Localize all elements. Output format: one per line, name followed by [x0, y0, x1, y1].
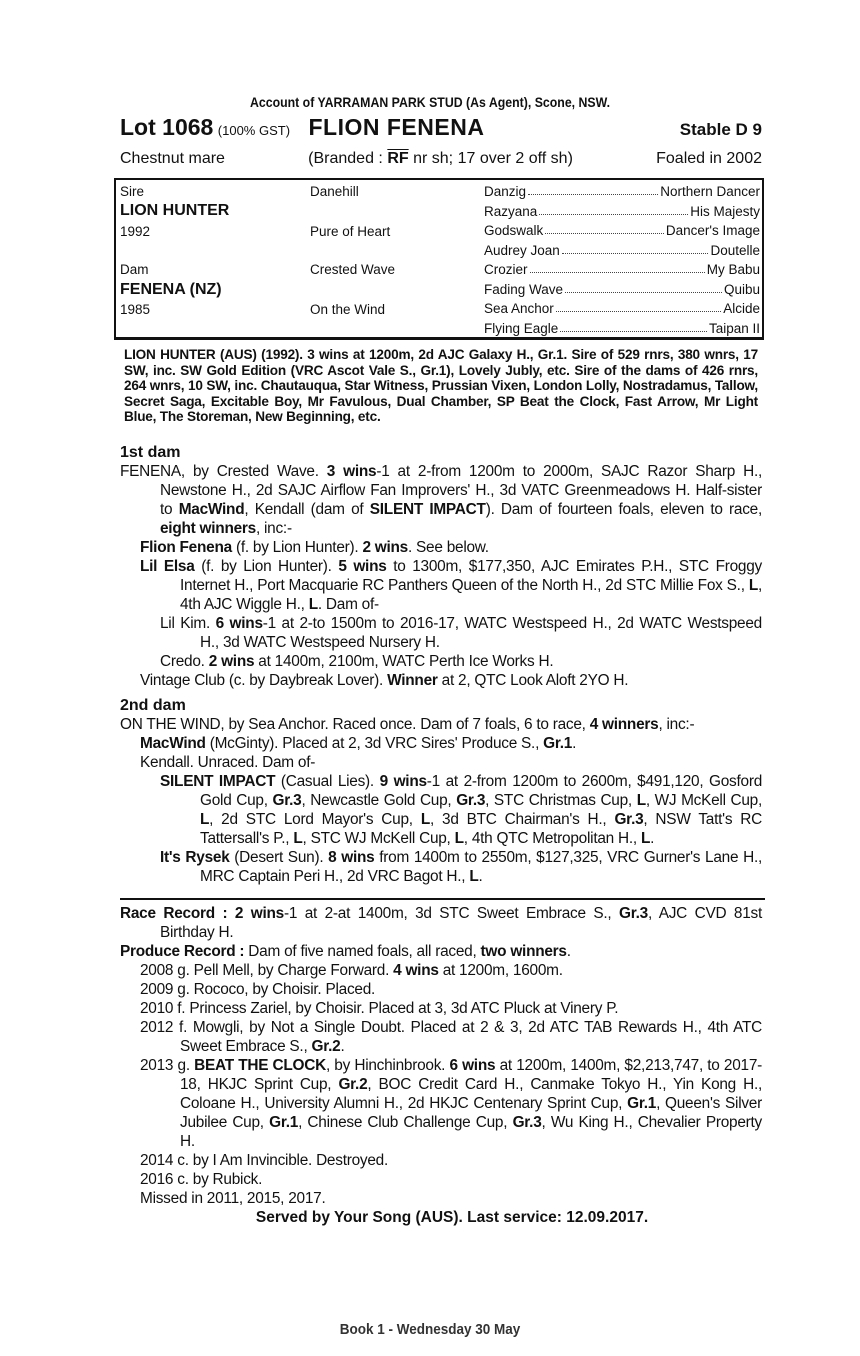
text: (f. by Lion Hunter). — [231, 538, 363, 556]
pedigree-ancestor-row — [484, 321, 760, 336]
bold-text: It's Rysek — [160, 848, 230, 866]
leader-dots — [528, 184, 658, 195]
leader-dots — [530, 262, 705, 273]
progeny-entry — [160, 772, 763, 848]
bold-text: L — [308, 595, 318, 613]
text: , 4th QTC Metropolitan H., — [463, 829, 641, 847]
text: , by Hinchinbrook. — [325, 1056, 450, 1074]
text: -1 at 2-from 1200m to 2600m, $491,120, Gosford Gold Cup, — [200, 772, 763, 809]
text: FENENA, by Crested Wave. — [120, 462, 327, 480]
second-dam-para — [120, 715, 762, 734]
bold-text: 4 winners — [589, 715, 659, 733]
divider — [120, 898, 765, 900]
first-dam-para — [120, 462, 762, 538]
text: 2008 g. Pell Mell, by Charge Forward. — [140, 961, 394, 979]
text: . — [572, 734, 577, 752]
first-dam-heading: 1st dam — [120, 443, 181, 461]
bold-text: Gr.3 — [512, 1113, 542, 1131]
text: . See below. — [407, 538, 489, 556]
produce-entry — [140, 980, 762, 999]
progeny-entry — [140, 538, 762, 557]
produce-record — [120, 942, 762, 961]
bold-text: 2 wins — [362, 538, 408, 556]
text: , WJ McKell Cup, — [645, 791, 763, 809]
text: Vintage Club (c. by Daybreak Lover). — [140, 671, 388, 689]
bold-text: Gr.3 — [456, 791, 486, 809]
bold-text: L — [636, 791, 646, 809]
ancestor-name: Crozier — [484, 262, 528, 277]
text: -1 at 2-from 1200m to 2000m, SAJC Razor Sharp H., Newstone H., 2d SAJC Airflow Fan Improvers' H., 3d VATC Greenmeadows H. Half-sister to — [160, 462, 762, 518]
leader-dots — [560, 321, 707, 332]
text: Lil Kim. — [160, 614, 216, 632]
text: (McGinty). Placed at 2, 3d VRC Sires' Produce S., — [205, 734, 544, 752]
bold-text: 6 wins — [449, 1056, 496, 1074]
text: , Queen's Silver Jubilee Cup, — [180, 1094, 762, 1131]
bold-text: Produce Record : — [120, 942, 245, 960]
bold-text: Gr.1 — [627, 1094, 657, 1112]
lot-number: Lot 1068 — [120, 114, 214, 140]
brand-prefix: (Branded : — [308, 150, 383, 167]
ancestor-sire: Dancer's Image — [665, 223, 760, 238]
bold-text: Gr.1 — [269, 1113, 299, 1131]
bold-text: L — [420, 810, 430, 828]
second-dam: On the Wind — [310, 302, 386, 317]
pedigree-ancestor-row — [484, 243, 760, 258]
pedigree-ancestor-row — [484, 262, 760, 277]
leader-dots — [556, 301, 721, 312]
bold-text: Gr.1 — [543, 734, 573, 752]
text: , Chinese Club Challenge Cup, — [298, 1113, 513, 1131]
bold-text: SILENT IMPACT — [160, 772, 276, 790]
damsire: Crested Wave — [310, 262, 396, 277]
progeny-entry — [140, 557, 762, 614]
ancestor-name: Flying Eagle — [484, 320, 559, 336]
text: 2009 g. Rococo, by Choisir. Placed. — [140, 980, 376, 998]
foaled-year: Foaled in 2002 — [656, 150, 762, 167]
text: , inc:- — [658, 715, 695, 733]
ancestor-name: Sea Anchor — [484, 301, 554, 316]
text: 2012 f. Mowgli, by Not a Single Doubt. Placed at 2 & 3, 2d ATC TAB Rewards H., 4th ATC Sweet Embrace S., — [140, 1018, 762, 1055]
text: , Kendall (dam of — [244, 500, 370, 518]
text: to 1300m, $177,350, AJC Emirates P.H., STC Froggy Internet H., Port Macquarie RC Panthers Queen of the North H., 2d STC Millie Fox S., — [180, 557, 762, 594]
text: . — [340, 1037, 345, 1055]
gst-note: (100% GST) — [217, 123, 291, 138]
ancestor-name: Razyana — [484, 203, 538, 219]
bold-text: Gr.3 — [272, 791, 302, 809]
bold-text: 8 wins — [328, 848, 375, 866]
produce-entry — [140, 999, 762, 1018]
horse-details — [120, 150, 762, 168]
produce-entry — [140, 1151, 762, 1170]
served-by: Served by Your Song (AUS). Last service: 12.09.2017. — [255, 1208, 649, 1226]
pedigree-ancestor-row — [484, 301, 760, 316]
brand — [308, 150, 573, 168]
bold-text: L — [469, 867, 479, 885]
bold-text: L — [454, 829, 464, 847]
sire-year: 1992 — [120, 224, 151, 239]
bold-text: MacWind — [140, 734, 206, 752]
grandsire: Danehill — [310, 184, 359, 199]
text: at 2, QTC Look Aloft 2YO H. — [437, 671, 629, 689]
text: , Newcastle Gold Cup, — [301, 791, 457, 809]
bold-text: SILENT IMPACT — [369, 500, 486, 518]
bold-text: 6 wins — [215, 614, 263, 632]
text: (Casual Lies). — [275, 772, 380, 790]
second-dam-heading: 2nd dam — [120, 696, 186, 714]
pedigree-ancestor-row — [484, 184, 760, 199]
text: ). Dam of fourteen foals, eleven to race, — [485, 500, 762, 518]
bold-text: BEAT THE CLOCK — [194, 1056, 326, 1074]
ancestor-sire: His Majesty — [690, 203, 760, 219]
bold-text: MacWind — [178, 500, 245, 518]
bold-text: Race Record : 2 wins — [120, 904, 284, 922]
progeny-entry — [140, 753, 762, 772]
text: 2010 f. Princess Zariel, by Choisir. Placed at 3, 3d ATC Pluck at Vinery P. — [140, 999, 619, 1017]
text: 2016 c. by Rubick. — [140, 1170, 263, 1188]
ancestor-sire: My Babu — [706, 262, 760, 277]
ancestor-sire: Quibu — [723, 281, 760, 297]
leader-dots — [539, 204, 688, 215]
bold-text: 3 wins — [326, 462, 377, 480]
text: , 4th AJC Wiggle H., — [180, 576, 762, 613]
text: Dam of five named foals, all raced, — [244, 942, 481, 960]
text: (Desert Sun). — [229, 848, 329, 866]
race-record — [120, 904, 762, 942]
brand-mark: $\overline{RF}$ — [387, 150, 409, 167]
produce-entry — [140, 1170, 762, 1189]
sire-name: LION HUNTER — [120, 202, 230, 219]
dam-year: 1985 — [120, 302, 151, 317]
sire-label: Sire — [120, 184, 145, 199]
progeny-entry — [140, 671, 762, 690]
text: 2013 g. — [140, 1056, 195, 1074]
lot-header — [120, 114, 762, 144]
bold-text: Gr.3 — [614, 810, 644, 828]
text: , BOC Credit Card H., Canmake Tokyo H., Yin Kong H., Coloane H., University Alumni H., 2d HKJC Centenary Sprint Cup, — [180, 1075, 763, 1112]
text: Kendall. Unraced. Dam of- — [140, 753, 316, 771]
text: ON THE WIND, by Sea Anchor. Raced once. Dam of 7 foals, 6 to race, — [120, 715, 590, 733]
bold-text: L — [640, 829, 651, 847]
ancestor-name: Fading Wave — [484, 281, 564, 297]
page-footer: Book 1 - Wednesday 30 May — [339, 1321, 521, 1338]
bold-text: eight winners — [160, 519, 256, 537]
bold-text: Flion Fenena — [140, 538, 232, 556]
text: , STC Christmas Cup, — [485, 791, 637, 809]
text: -1 at 2-at 1400m, 3d STC Sweet Embrace S., — [283, 904, 619, 922]
pedigree-ancestor-row — [484, 282, 760, 297]
pedigree-ancestor-row — [484, 223, 760, 238]
ancestor-sire: Doutelle — [710, 242, 760, 258]
text: , 2d STC Lord Mayor's Cup, — [209, 810, 421, 828]
bold-text: L — [200, 810, 210, 828]
leader-dots — [565, 282, 722, 293]
text: at 1200m, 1400m, $2,213,747, to 2017-18, HKJC Sprint Cup, — [180, 1056, 763, 1093]
bold-text: 2 wins — [208, 652, 255, 670]
text: , 3d BTC Chairman's H., — [429, 810, 615, 828]
text: , Wu King H., Chevalier Property H. — [180, 1113, 762, 1150]
ancestor-sire: Northern Dancer — [660, 184, 760, 199]
progeny-entry — [160, 614, 762, 652]
text: -1 at 2-to 1500m to 2016-17, WATC Westspeed H., 2d WATC Westspeed H., 3d WATC Westspeed Nursery H. — [200, 614, 762, 651]
text: 2014 c. by I Am Invincible. Destroyed. — [140, 1151, 388, 1169]
progeny-entry — [140, 734, 762, 753]
ancestor-sire: Alcide — [723, 301, 760, 316]
text: . — [650, 829, 655, 847]
vendor-account: Account of YARRAMAN PARK STUD (As Agent), Scone, NSW. — [249, 94, 611, 110]
bold-text: Gr.2 — [311, 1037, 341, 1055]
text: . — [566, 942, 571, 960]
text: . Dam of- — [317, 595, 379, 613]
ancestor-sire: Taipan II — [708, 320, 760, 336]
text: Missed in 2011, 2015, 2017. — [140, 1189, 326, 1207]
bold-text: Lil Elsa — [140, 557, 195, 575]
bold-text: Gr.2 — [338, 1075, 368, 1093]
bold-text: Winner — [387, 671, 438, 689]
dam-name: FENENA (NZ) — [120, 281, 222, 298]
produce-entry — [140, 1189, 762, 1208]
horse-name: FLION FENENA — [308, 114, 485, 140]
brand-suffix: nr sh; 17 over 2 off sh) — [413, 150, 573, 167]
bold-text: 9 wins — [379, 772, 427, 790]
leader-dots — [545, 223, 664, 234]
text: (f. by Lion Hunter). — [194, 557, 339, 575]
pedigree-table — [114, 178, 764, 340]
text: at 1200m, 1600m. — [438, 961, 563, 979]
dam-label: Dam — [120, 262, 149, 277]
produce-entry — [140, 1018, 762, 1056]
leader-dots — [562, 243, 709, 254]
pedigree-ancestor-row — [484, 204, 760, 219]
text: Credo. — [160, 652, 209, 670]
produce-entry — [140, 1056, 763, 1151]
produce-entry — [140, 961, 762, 980]
bold-text: Gr.3 — [619, 904, 648, 922]
text: from 1400m to 2550m, $127,325, VRC Gurner's Lane H., MRC Captain Peri H., 2d VRC Bagot H., — [200, 848, 762, 885]
bold-text: 5 wins — [338, 557, 387, 575]
progeny-entry — [160, 848, 762, 886]
granddam: Pure of Heart — [310, 224, 391, 239]
ancestor-name: Danzig — [484, 184, 527, 199]
text: . — [478, 867, 483, 885]
progeny-entry — [160, 652, 762, 671]
text: , inc:- — [255, 519, 292, 537]
stable-location: Stable D 9 — [679, 120, 762, 139]
text: , AJC CVD 81st Birthday H. — [160, 904, 762, 941]
bold-text: 4 wins — [393, 961, 439, 979]
text: at 1400m, 2100m, WATC Perth Ice Works H. — [254, 652, 554, 670]
ancestor-name: Godswalk — [484, 223, 544, 238]
bold-text: L — [293, 829, 303, 847]
text: , NSW Tatt's RC Tattersall's P., — [200, 810, 762, 847]
text: , STC WJ McKell Cup, — [302, 829, 455, 847]
sire-summary: LION HUNTER (AUS) (1992). 3 wins at 1200m, 2d AJC Galaxy H., Gr.1. Sire of 529 rnrs, 380 wnrs, 17 SW, inc. SW Gold Edition (VRC Ascot Vale S., Gr.1), Lovely Jubly, etc. Sire of the dams of 426 rnrs, 264 wnrs, 10 SW, inc. Chautauqua, Star Witness, Prussian Vixen, London Lolly, Nostradamus, Tallow, Secret Saga, Excitable Boy, Mr Favulous, Dual Chamber, SP Beat the Clock, Fast Arrow, Mr Light Blue, The Storeman, New Beginning, etc. — [124, 347, 758, 425]
colour-sex: Chestnut mare — [120, 150, 225, 167]
bold-text: two winners — [480, 942, 567, 960]
ancestor-name: Audrey Joan — [484, 242, 560, 258]
bold-text: L — [748, 576, 758, 594]
